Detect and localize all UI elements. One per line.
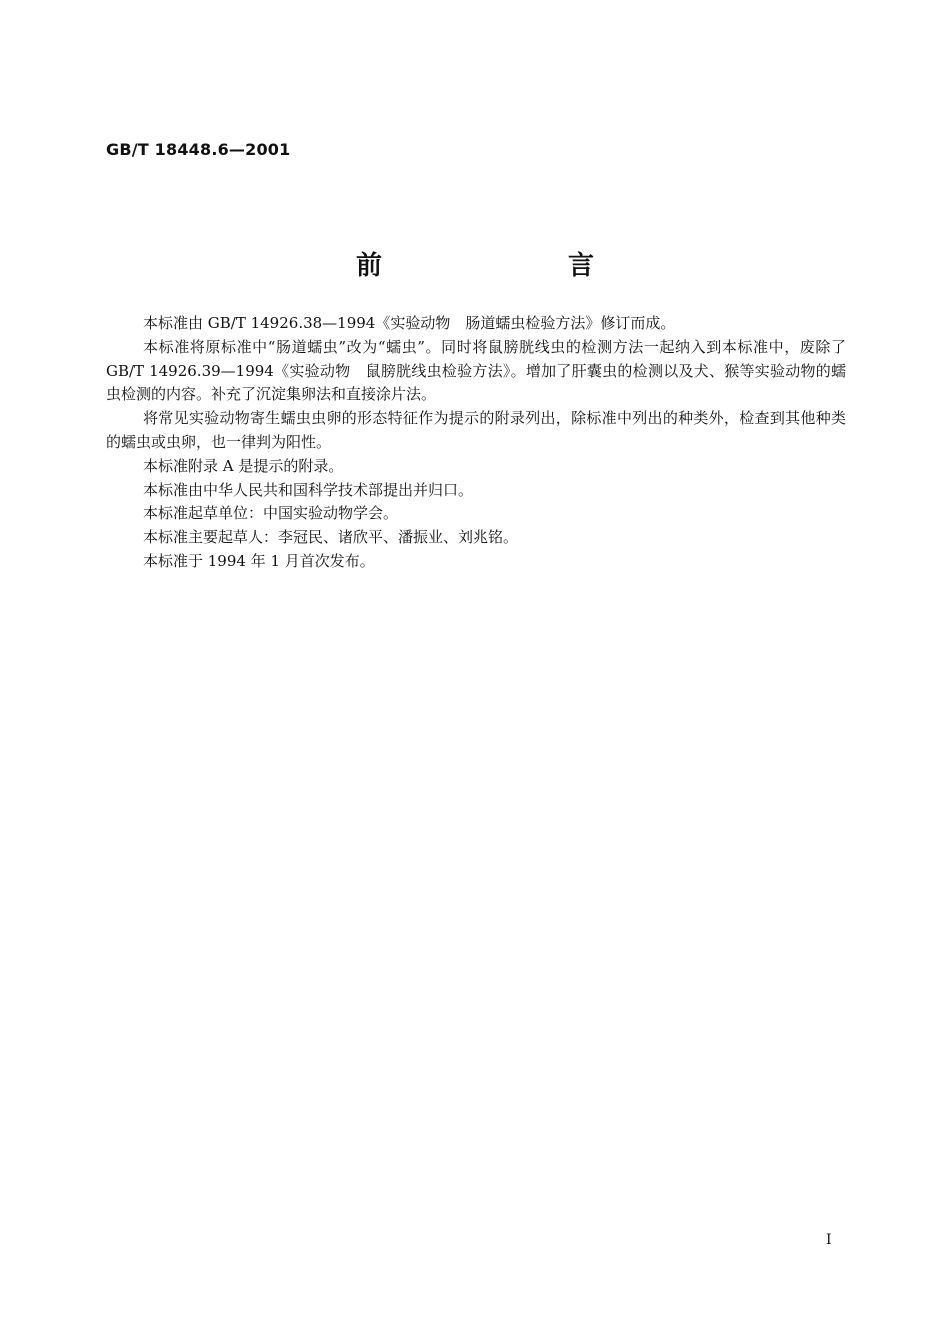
- page-number: I: [826, 1232, 832, 1248]
- standard-code: GB/T 18448.6—2001: [106, 140, 291, 159]
- paragraph-first-release: 本标准于 1994 年 1 月首次发布。: [143, 551, 375, 570]
- page-title: 前 言: [355, 251, 674, 281]
- paragraph-changes: 本标准将原标准中“肠道蠕虫”改为“蠕虫”。同时将鼠膀胱线虫的检测方法一起纳入到本标准中，废除了 GB/T 14926.39—1994《实验动物 鼠膀胱线虫检验方法》。增加了肝囊虫的检测以及犬、猴等实验动物的蠕虫检测的内容。补充了沉淀集卵法和直接涂片法。: [106, 337, 846, 404]
- foreword-body: [106, 312, 846, 574]
- paragraph-appendix-note: 本标准附录 A 是提示的附录。: [143, 456, 344, 475]
- paragraph-appendix-listing: 将常见实验动物寄生蠕虫虫卵的形态特征作为提示的附录列出，除标准中列出的种类外，检查到其他种类的蠕虫或虫卵，也一律判为阳性。: [106, 409, 846, 451]
- paragraph-revision-source: 本标准由 GB/T 14926.38—1994《实验动物 肠道蠕虫检验方法》修订而成。: [143, 314, 676, 332]
- paragraph-proposer: 本标准由中华人民共和国科学技术部提出并归口。: [143, 480, 474, 499]
- paragraph-drafting-unit: 本标准起草单位：中国实验动物学会。: [143, 504, 399, 523]
- paragraph-drafters: 本标准主要起草人：李冠民、诸欣平、潘振业、刘兆铭。: [143, 528, 519, 547]
